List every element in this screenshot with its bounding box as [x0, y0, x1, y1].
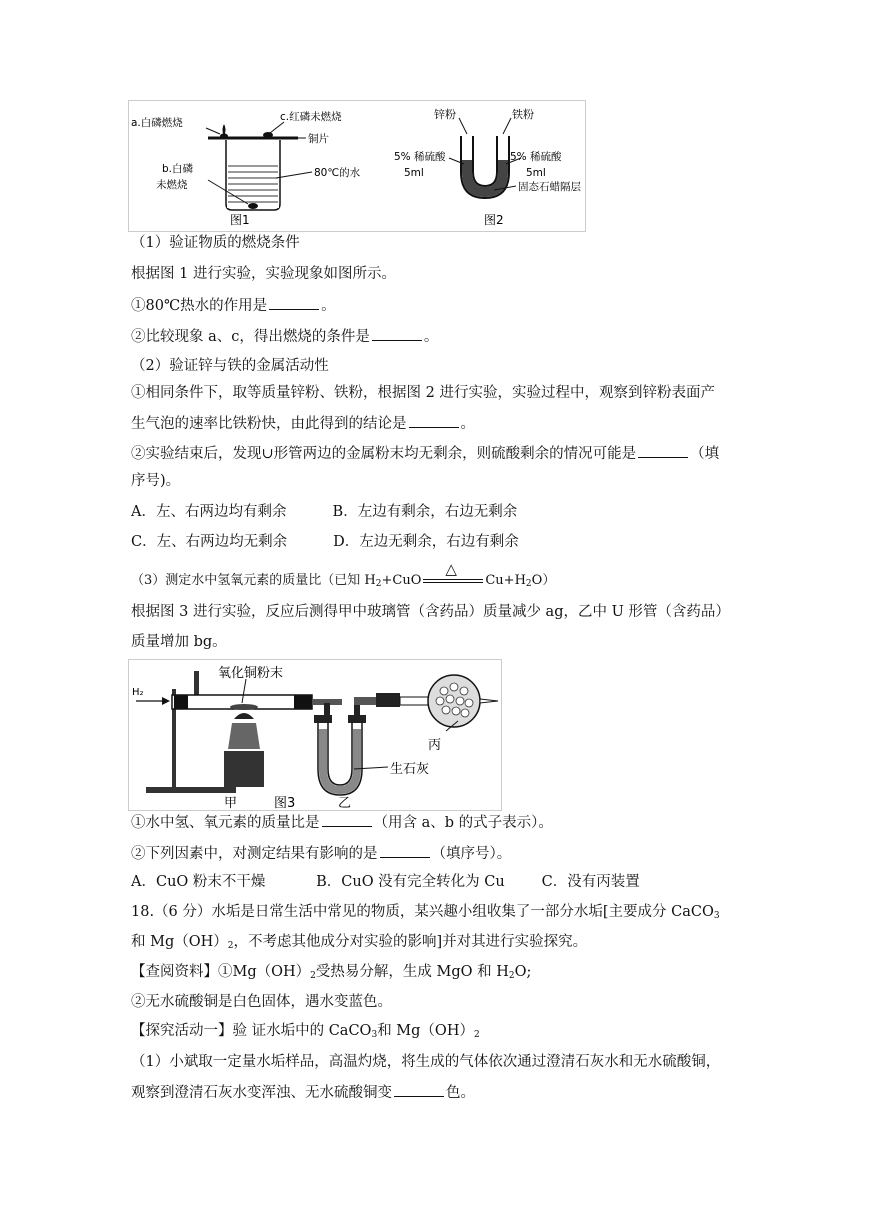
line-24: 观察到澄清石灰水变浑浊、无水硫酸铜变 色。: [131, 1082, 475, 1103]
line-2: 根据图 1 进行实验，实验现象如图所示。: [131, 266, 396, 282]
fig2-caption: 图2: [484, 213, 504, 227]
line-1: （1）验证物质的燃烧条件: [131, 235, 300, 251]
fig2-label-wax: 固态石蜡隔层: [518, 181, 581, 193]
answer-blank-1: [269, 295, 319, 310]
line-21: ②无水硫酸铜是白色固体，遇水变蓝色。: [131, 994, 392, 1010]
fig3-label-yi: 乙: [338, 796, 352, 811]
fig1-label-b1: b.白磷: [162, 163, 194, 175]
reaction-arrow: [423, 559, 483, 588]
fig1-label-c: c.红磷未燃烧: [280, 111, 342, 123]
line-19: 和 $Mg(OH)_2$，不考虑其他成分对实验的影响]并对其进行实验探究。: [131, 934, 588, 951]
line-22: 【探究活动一】验 证水垢中的 CaCO$_3$和 $Mg(OH)_2$: [131, 1023, 480, 1040]
figure-3: [128, 659, 502, 811]
fig3-label-jia: 甲: [224, 796, 238, 811]
fig2-label-iron: 铁粉: [512, 108, 534, 121]
answer-blank-2: [372, 326, 422, 341]
line-10: A．左、右两边均有剩余 B．左边有剩余，右边无剩余: [131, 504, 518, 520]
answer-blank-4: [638, 443, 688, 458]
line-13: 根据图 3 进行实验，反应后测得甲中玻璃管（含药品）质量减少 ag，乙中 U 形管（含药品）: [131, 604, 730, 620]
fig1-label-b2: 未燃烧: [156, 179, 188, 191]
line-7: 生气泡的速率比铁粉快，由此得到的结论是 。: [131, 413, 475, 434]
line-4: ②比较现象 a、c，得出燃烧的条件是 。: [131, 326, 438, 347]
fig1-label-a: a.白磷燃烧: [131, 117, 183, 129]
figure-1-2: [128, 100, 586, 232]
fig3-label-bing: 丙: [428, 738, 442, 753]
line-14: 质量增加 bg。: [131, 634, 227, 650]
fig2-label-left-acid: 5% 稀硫酸: [394, 151, 446, 163]
fig1-label-plate: 铜片: [308, 133, 329, 145]
fig1-caption: 图1: [230, 213, 250, 227]
fig3-label-cuo: 氧化铜粉末: [218, 666, 284, 681]
line-23: （1）小斌取一定量水垢样品，高温灼烧，将生成的气体依次通过澄清石灰水和无水硫酸铜，: [131, 1054, 721, 1070]
line-15: ①水中氢、氧元素的质量比是 （用含 a、b 的式子表示）。: [131, 812, 553, 833]
fig2-label-right-vol: 5ml: [526, 167, 546, 179]
fig3-label-h2: H₂: [132, 687, 144, 698]
fig2-label-right-acid: 5% 稀硫酸: [510, 151, 562, 163]
fig2-label-zinc: 锌粉: [434, 108, 456, 121]
line-8: ②实验结束后，发现∪形管两边的金属粉末均无剩余，则硫酸剩余的情况可能是 （填: [131, 443, 719, 464]
answer-blank-7: [394, 1082, 444, 1097]
line-11: C．左、右两边均无剩余 D．左边无剩余，右边有剩余: [131, 534, 519, 550]
line-5: （2）验证锌与铁的金属活动性: [131, 358, 329, 374]
fig1-label-water: 80℃的水: [314, 167, 361, 179]
line-18: 18.（6 分）水垢是日常生活中常见的物质，某兴趣小组收集了一部分水垢[主要成分 CaCO$_3$: [131, 904, 720, 921]
answer-blank-6: [380, 843, 430, 858]
line-17: A．CuO 粉末不干燥 B．CuO 没有完全转化为 Cu C．没有丙装置: [131, 874, 640, 890]
line-9: 序号)。: [131, 473, 181, 489]
line-16: ②下列因素中，对测定结果有影响的是 （填序号）。: [131, 843, 511, 864]
fig2-label-left-vol: 5ml: [404, 167, 424, 179]
answer-blank-3: [409, 413, 459, 428]
heat-symbol: △: [445, 559, 457, 578]
fig3-caption: 图3: [274, 796, 296, 811]
answer-blank-5: [322, 812, 372, 827]
line-3: ①80℃热水的作用是 。: [131, 295, 336, 316]
line-12: （3）测定水中氢氧元素的质量比（已知 $H_2+CuO$ △ $Cu+H_2O$）: [131, 559, 556, 589]
line-6: ①相同条件下，取等质量锌粉、铁粉，根据图 2 进行实验，实验过程中，观察到锌粉表面产: [131, 385, 715, 401]
fig3-label-lime: 生石灰: [390, 762, 430, 777]
line-20: 【查阅资料】$①Mg(OH)_2$受热易分解，生成 MgO 和 $H_2O$;: [131, 964, 532, 981]
